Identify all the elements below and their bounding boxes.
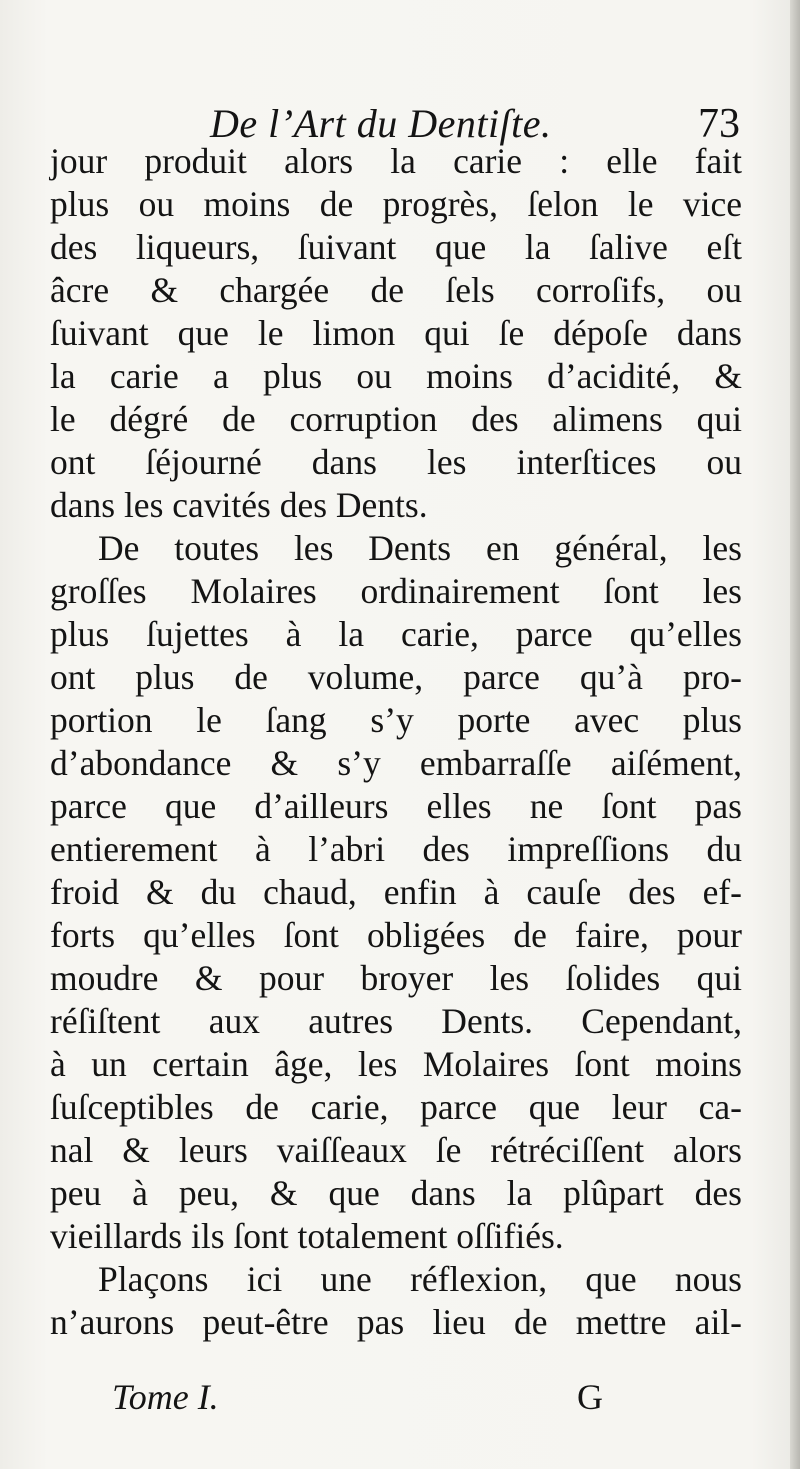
page-number: 73	[698, 101, 740, 147]
page-edge-shadow	[790, 0, 800, 1469]
text-line: portion le ſang s’y porte avec plus	[50, 700, 742, 740]
text-line: plus ſujettes à la carie, parce qu’elles	[50, 614, 742, 654]
text-line: le dégré de corruption des alimens qui	[50, 399, 742, 439]
running-title: De l’Art du Dentiſte.	[210, 101, 552, 146]
volume-signature: Tome I.	[112, 1377, 219, 1417]
text-line: des liqueurs, ſuivant que la ſalive eſt	[50, 227, 742, 267]
text-line: entierement à l’abri des impreſſions du	[50, 829, 742, 869]
text-line: ſuivant que le limon qui ſe dépoſe dans	[50, 313, 742, 353]
text-line: moudre & pour broyer les ſolides qui	[50, 958, 742, 998]
text-line: dans les cavités des Dents.	[50, 485, 428, 525]
text-line: jour produit alors la carie : elle fait	[50, 141, 742, 181]
text-line: d’abondance & s’y embarraſſe aiſément,	[50, 743, 742, 783]
text-line: réſiſtent aux autres Dents. Cependant,	[50, 1001, 742, 1041]
text-line: la carie a plus ou moins d’acidité, &	[50, 356, 742, 396]
text-line: ont plus de volume, parce qu’à pro-	[50, 657, 742, 697]
text-line: peu à peu, & que dans la plûpart des	[50, 1173, 742, 1213]
text-line: groſſes Molaires ordinairement ſont les	[50, 571, 742, 611]
page-footer	[112, 1372, 612, 1422]
text-line: parce que d’ailleurs elles ne ſont pas	[50, 786, 742, 826]
text-line: nal & leurs vaiſſeaux ſe rétréciſſent alors	[50, 1130, 742, 1170]
body-text	[50, 140, 742, 1344]
text-line: à un certain âge, les Molaires ſont moins	[50, 1044, 742, 1084]
text-line: plus ou moins de progrès, ſelon le vice	[50, 184, 742, 224]
text-line: De toutes les Dents en général, les	[98, 528, 742, 568]
text-line: froid & du chaud, enfin à cauſe des ef-	[50, 872, 742, 912]
text-line: Plaçons ici une réflexion, que nous	[98, 1259, 742, 1299]
text-line: forts qu’elles ſont obligées de faire, pour	[50, 915, 742, 955]
text-line: âcre & chargée de ſels corroſifs, ou	[50, 270, 742, 310]
text-line: ſuſceptibles de carie, parce que leur ca-	[50, 1087, 742, 1127]
text-line: vieillards ils ſont totalement oſſifiés.	[50, 1216, 564, 1256]
text-line: ont ſéjourné dans les interſtices ou	[50, 442, 742, 482]
gathering-letter: G	[577, 1377, 603, 1417]
text-line: n’aurons peut-être pas lieu de mettre ail-	[50, 1302, 742, 1342]
